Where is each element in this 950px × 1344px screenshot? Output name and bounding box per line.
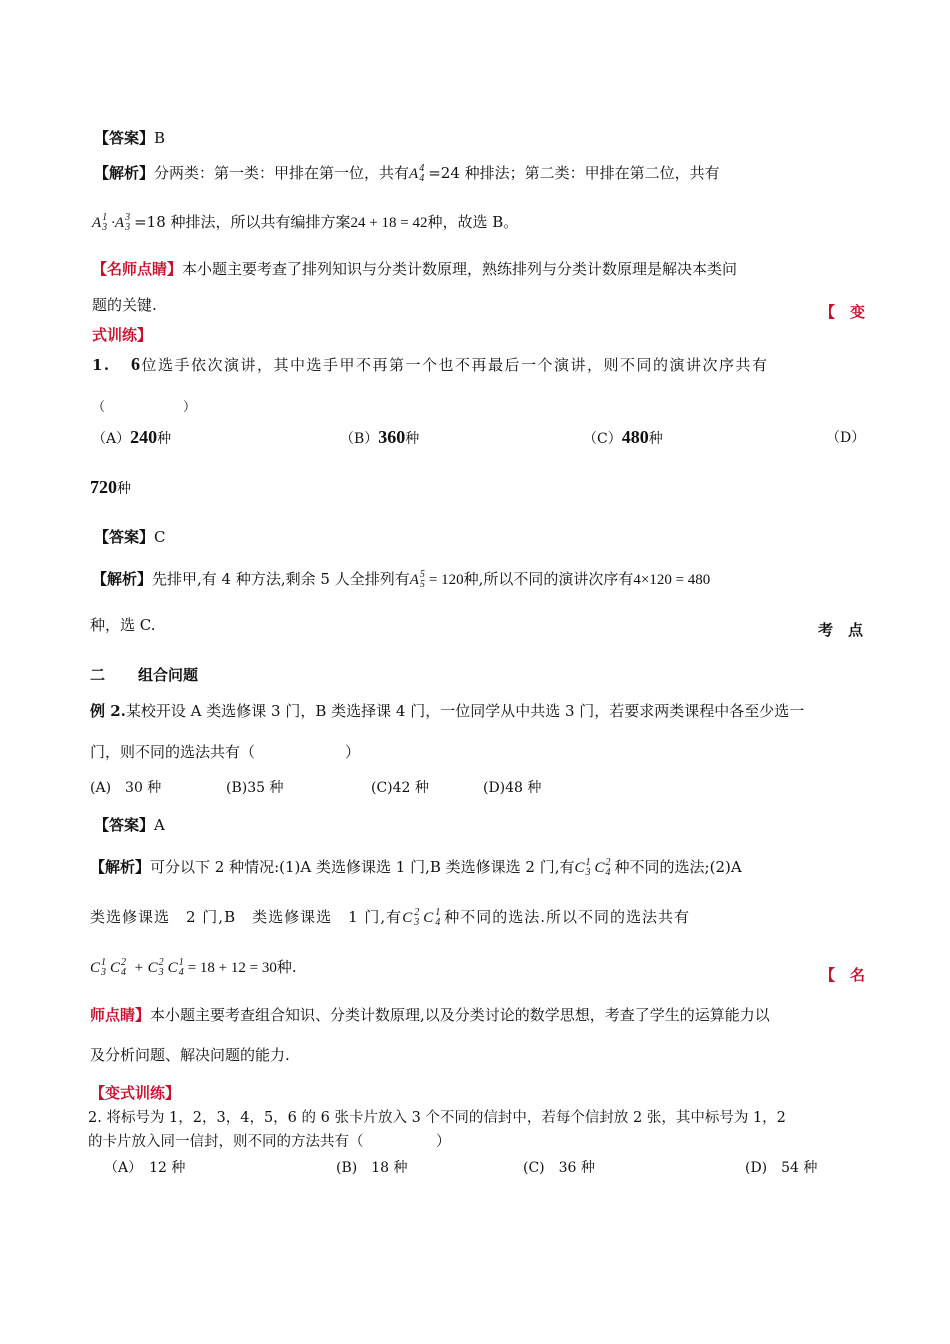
- teacher-text: 本小题主要考查组合知识、分类计数原理,以及分类讨论的数学思想，考查了学生的运算能力以: [150, 1006, 770, 1024]
- ex2-teacher-line1: [90, 1008, 770, 1023]
- analysis-text: =24 种排法；第二类：甲排在第二位，共有: [428, 164, 720, 182]
- analysis-tag: 【解析】: [94, 164, 155, 182]
- teacher-tag-part1: 【 名: [820, 966, 866, 984]
- ex2-analysis-line1: [90, 857, 742, 878]
- q1-count: 6: [130, 354, 142, 374]
- comb-c32c41: C 2 3 C 1 4: [402, 907, 442, 928]
- q1-stem-text: 位选手依次演讲，其中选手甲不再第一个也不再最后一个演讲，则不同的演讲次序共有: [141, 356, 769, 374]
- analysis-equation: 24 + 18 = 42: [350, 215, 428, 231]
- answer-value: B: [154, 129, 166, 147]
- analysis-text: 种，故选 B。: [427, 213, 519, 231]
- analysis-equation: = 18 + 12 = 30: [187, 960, 277, 976]
- ex2-option-d: (D)48 种: [483, 780, 542, 796]
- answer-tag: 【答案】: [94, 816, 155, 834]
- analysis-tag: 【解析】: [92, 570, 153, 588]
- section-title: 组合问题: [138, 666, 199, 684]
- option-value: 360: [378, 427, 406, 447]
- example-stem: 某校开设 A 类选修课 3 门，B 类选择课 4 门，一位同学从中共选 3 门，若要求两类课程中各至少选一: [125, 702, 805, 720]
- teacher-tag-part2: 师点睛】: [90, 1006, 151, 1024]
- ex2-option-a: (A) 30 种: [90, 780, 162, 796]
- analysis-text: =18 种排法，所以共有编排方案: [134, 213, 351, 231]
- q2-option-d: (D) 54 种: [745, 1160, 818, 1176]
- analysis-text: 种不同的选法;(2)A: [614, 858, 742, 876]
- q1-option-a: [92, 428, 171, 446]
- analysis-text: 分两类：第一类：甲排在第一位，共有: [154, 164, 410, 182]
- example-label: 例 2.: [90, 702, 126, 720]
- q1-number: 1.: [92, 356, 111, 374]
- q1-option-b: [340, 428, 419, 446]
- option-value: 720: [90, 477, 117, 497]
- answer-tag: 【答案】: [94, 528, 155, 546]
- option-value: 480: [621, 427, 649, 447]
- analysis-text: 种.: [276, 958, 297, 976]
- variant-tag: 【变式训练】: [90, 1084, 181, 1102]
- variant-tag-part2: 式训练】: [92, 326, 153, 344]
- analysis-tag: 【解析】: [90, 858, 151, 876]
- ex1-teacher-line2: 题的关键.: [92, 296, 157, 314]
- ex1-analysis-line1: [94, 163, 720, 184]
- option-label: （B）: [340, 431, 379, 447]
- option-label: （C）: [583, 431, 622, 447]
- q2-stem-line1: 2. 将标号为 1，2，3，4，5，6 的 6 张卡片放入 3 个不同的信封中，若每个信封放 2 张，其中标号为 1，2: [88, 1110, 786, 1126]
- answer-value: A: [154, 816, 165, 834]
- kaodian-label: 考 点: [818, 621, 864, 639]
- q1-option-c: [583, 428, 663, 446]
- analysis-text: 种,所以不同的演讲次序有: [463, 570, 634, 588]
- analysis-equation: 4×120 = 480: [633, 572, 711, 588]
- q2-stem-line2: 的卡片放入同一信封，则不同的方法共有（ ）: [88, 1134, 451, 1150]
- q1-analysis-line1: [92, 569, 711, 590]
- ex2-teacher-line2: 及分析问题、解决问题的能力.: [90, 1046, 290, 1064]
- q2-option-c: (C) 36 种: [523, 1160, 595, 1176]
- q1-analysis-line2: 种，选 C.: [90, 616, 156, 634]
- q1-stem: [92, 355, 768, 373]
- q1-option-d-label: （D）: [826, 430, 866, 446]
- option-unit: 种: [405, 431, 420, 447]
- comb-c31c42: C 1 3 C 2 4: [574, 857, 611, 878]
- analysis-text: 种不同的选法.所以不同的选法共有: [444, 908, 690, 926]
- q1-answer: [94, 530, 166, 545]
- option-unit: 种: [157, 431, 172, 447]
- ex2-analysis-line2: [90, 907, 690, 928]
- variant-tag-part1: 【 变: [820, 303, 866, 321]
- q2-option-a: （A） 12 种: [104, 1160, 186, 1176]
- analysis-text: 类选修课选 2 门,B 类选修课选 1 门,有: [90, 908, 403, 926]
- perm-a55: A 5 5: [409, 569, 425, 590]
- q1-blank: （ ）: [92, 400, 197, 415]
- analysis-equation: = 120: [428, 572, 464, 588]
- perm-product: A 1 3 ·A 3 3: [92, 212, 131, 233]
- option-label: （A）: [92, 431, 131, 447]
- ex2-option-c: (C)42 种: [371, 780, 429, 796]
- answer-value: C: [154, 528, 166, 546]
- option-unit: 种: [117, 481, 131, 497]
- section-number: 二: [90, 666, 106, 684]
- q2-option-b: (B) 18 种: [336, 1160, 408, 1176]
- answer-tag: 【答案】: [94, 129, 155, 147]
- ex2-option-b: (B)35 种: [226, 780, 284, 796]
- option-unit: 种: [648, 431, 663, 447]
- option-value: 240: [130, 427, 158, 447]
- ex1-teacher-line1: [92, 262, 737, 277]
- ex2-answer: [94, 818, 165, 833]
- ex2-analysis-line3: [90, 957, 297, 978]
- ex2-stem-line1: [90, 704, 804, 719]
- ex1-answer: [94, 131, 165, 146]
- ex1-analysis-line2: [92, 212, 519, 233]
- ex2-stem-line2: 门，则不同的选法共有（ ）: [90, 743, 361, 761]
- q1-option-d-value: [90, 478, 131, 496]
- teacher-tag: 【名师点睛】: [92, 260, 183, 278]
- perm-a44: A 4 4: [409, 163, 425, 184]
- analysis-text: 先排甲,有 4 种方法,剩余 5 人全排列有: [152, 570, 410, 588]
- analysis-text: 可分以下 2 种情况:(1)A 类选修课选 1 门,B 类选修课选 2 门,有: [150, 858, 575, 876]
- comb-sum: C 1 3 C 2 4 + C 2 3 C 1 4: [90, 957, 184, 978]
- teacher-text: 本小题主要考查了排列知识与分类计数原理，熟练排列与分类计数原理是解决本类问: [182, 260, 738, 278]
